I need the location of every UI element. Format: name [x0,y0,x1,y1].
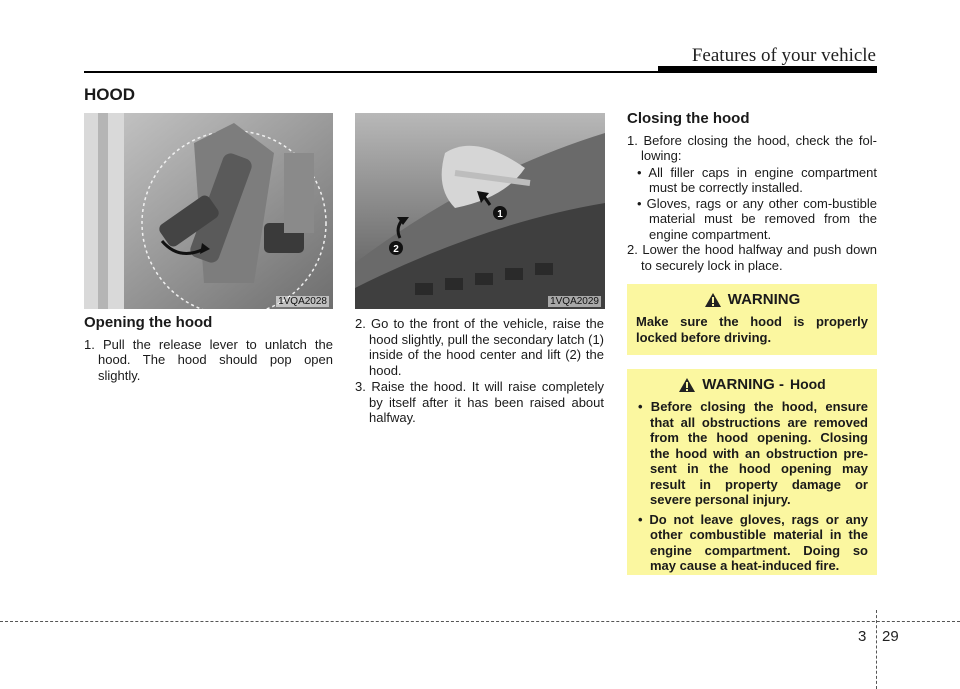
footer-divider [876,610,877,689]
callout-1: 1 [497,209,503,220]
footer-rule [0,621,960,622]
section-title: HOOD [84,85,135,104]
step-2: 2. Go to the front of the vehicle, raise the hood slightly, pull the secondary latch (1) inside of the hood center and lift (2) the hood. [355,316,604,378]
photo-code: 1VQA2029 [550,296,599,307]
callout-2: 2 [393,244,399,255]
warning-box-hood [627,369,877,575]
step-3: 3. Raise the hood. It will raise completely by itself after it has been raised about halfway. [355,379,604,425]
step-1: 1. Pull the release lever to unlatch the hood. The hood should pop open slightly. [84,336,333,383]
closing-bullet-1: • All filler caps in engine compartment must be correctly installed. [637,164,877,195]
closing-bullet-2: • Gloves, rags or any other com-bustible material must be removed from the engine compartment. [637,195,877,242]
warning-triangle-icon [678,377,696,393]
running-header: Features of your vehicle [691,45,876,66]
warning-subtitle: Hood [789,376,826,393]
opening-hood-section [84,315,333,384]
chapter-number: 3 [858,628,867,645]
closing-hood-section [627,111,877,274]
warning-title: WARNING [727,291,801,309]
closing-hood-heading: Closing the hood [627,110,750,127]
warning-bullet-2: • Do not leave gloves, rags or any other combustible material in the engine compartment. Doing so may cause a heat-induced fire. [638,511,868,573]
header-bar [658,66,877,73]
page-number: 29 [882,628,899,645]
warning-triangle-icon [704,292,722,308]
photo-code: 1VQA2028 [278,296,327,307]
closing-step-2: 2. Lower the hood halfway and push down to securely lock in place. [627,242,877,273]
opening-hood-heading: Opening the hood [84,314,213,331]
warning-bullet-1: • Before closing the hood, ensure that all obstructions are removed from the hood opening. Closing the hood with an obstruction pre-sent in the hood opening may result in property damage or severe personal injury. [638,399,868,507]
closing-step-1: 1. Before closing the hood, check the fol-lowing: [627,132,877,163]
opening-hood-continued [355,316,604,427]
warning-box-lock [627,284,877,355]
warning-text: Make sure the hood is properly locked before driving. [636,314,868,345]
warning-title: WARNING - [702,376,784,394]
photo-release-lever [84,113,333,309]
photo-secondary-latch [355,113,605,309]
